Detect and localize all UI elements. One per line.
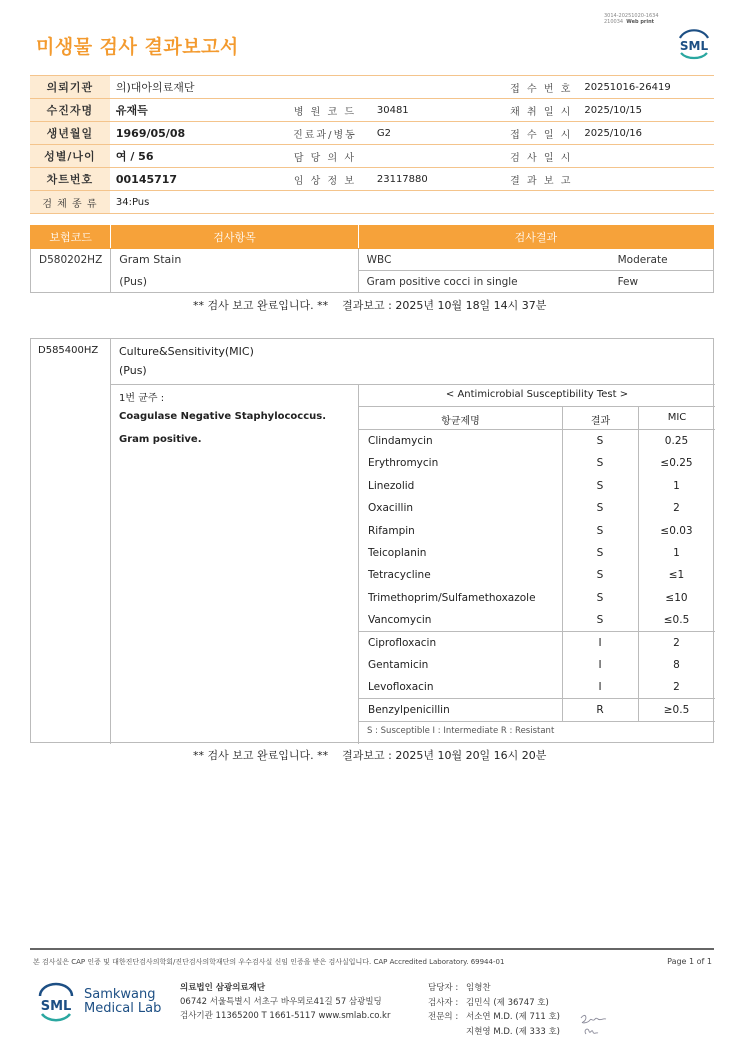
staff-row (428, 996, 560, 1011)
ast-mic: ≥0.5 (663, 703, 690, 716)
lab-info: 의료법인 삼광의료재단 06742 서울특별시 서초구 바우뫼로41길 57 삼광빌딩 검사기관 11365200 T 1661-5117 www.smlab.co.kr (180, 983, 391, 1021)
staff-row (428, 1025, 560, 1040)
staff-name: 서소연 M.D. (제 711 호) (466, 1012, 561, 1022)
info-label: 임 상 정 보 (279, 168, 371, 191)
ast-row (359, 609, 715, 632)
info-value: 1969/05/08 (110, 122, 279, 145)
sml-logo-icon (674, 25, 714, 61)
info-label: 채 취 일 시 (498, 99, 578, 122)
organism-name: Coagulase Negative Staphylococcus. (119, 411, 327, 422)
staff-role: 검사자 : (428, 997, 459, 1008)
ast-row (359, 632, 715, 655)
staff-list (428, 981, 560, 1039)
info-label: 생년월일 (30, 122, 110, 145)
info-value: 여 / 56 (110, 145, 279, 168)
info-value (371, 145, 498, 168)
ast-row (359, 542, 715, 565)
ast-result: S (596, 524, 604, 537)
ast-result: S (596, 457, 604, 470)
ast-result: S (596, 547, 604, 559)
info-label: 의뢰기관 (30, 76, 110, 99)
ast-result: S (596, 591, 604, 604)
ast-mic: 1 (673, 479, 680, 492)
ast-result: I (598, 681, 602, 694)
info-value: 30481 (371, 99, 498, 122)
culture-panel (30, 338, 714, 743)
ast-legend: S : Susceptible I : Intermediate R : Resistant (367, 726, 555, 736)
culture-code: D585400HZ (38, 345, 99, 356)
info-label: 차트번호 (30, 168, 110, 191)
ast-mic: ≤0.5 (663, 614, 690, 627)
ast-row (359, 564, 715, 587)
gram-report-status: ** 검사 보고 완료입니다. ** 결과보고 : 2025년 10월 18일 14시 37분 (193, 299, 547, 312)
ast-drug: Clindamycin (368, 435, 433, 447)
ast-header-result: 결과 (590, 416, 611, 427)
ast-drug: Trimethoprim/Sulfamethoxazole (368, 591, 536, 604)
info-value (371, 191, 498, 214)
ast-row (359, 452, 715, 475)
ast-row (359, 497, 715, 520)
ast-mic: ≤1 (668, 569, 685, 582)
ast-result: S (596, 614, 604, 627)
page-number: Page 1 of 1 (667, 957, 712, 966)
info-label: 성별/나이 (30, 145, 110, 168)
info-label: 접 수 일 시 (498, 122, 578, 145)
info-label: 수진자명 (30, 99, 110, 122)
page-title: 미생물 검사 결과보고서 (36, 36, 239, 58)
ast-title: < Antimicrobial Susceptibility Test > (445, 389, 629, 400)
info-value (578, 191, 714, 214)
gram-test-name: Gram Stain (111, 249, 358, 271)
ast-drug: Gentamicin (368, 659, 429, 671)
ast-drug: Linezolid (368, 479, 415, 492)
ast-drug: Ciprofloxacin (368, 636, 437, 649)
staff-name: 김민식 (제 36747 호) (466, 997, 549, 1008)
info-row (30, 191, 714, 214)
sml-brand-logo-icon (36, 980, 76, 1026)
ast-drug: Oxacillin (368, 502, 414, 515)
ast-drug: Rifampin (368, 524, 415, 537)
culture-specimen: (Pus) (119, 364, 147, 377)
info-row (30, 145, 714, 168)
brand-name: Samkwang Medical Lab (84, 987, 162, 1016)
ast-row (359, 676, 715, 699)
info-value: 2025/10/16 (578, 122, 714, 145)
header-insurance-code: 보험코드 (31, 226, 111, 249)
ast-mic: 2 (673, 502, 680, 515)
ast-mic: ≤0.25 (660, 457, 693, 470)
staff-role: 담당자 : (428, 983, 459, 993)
ast-drug: Erythromycin (368, 457, 439, 470)
info-value: 의)대아의료재단 (110, 76, 279, 99)
staff-row (428, 1010, 560, 1025)
strain-label: 1번 균주 : (119, 393, 165, 404)
info-value: 유재득 (110, 99, 279, 122)
ast-row (359, 430, 715, 453)
info-value: G2 (371, 122, 498, 145)
info-value: 2025/10/15 (578, 99, 714, 122)
gram-result-value: Moderate (610, 249, 714, 271)
svg-text:SML: SML (679, 39, 709, 53)
ast-mic: 1 (673, 547, 680, 559)
ast-header-mic: MIC (667, 412, 687, 423)
ast-drug: Teicoplanin (368, 547, 427, 559)
ast-result: I (598, 659, 602, 671)
info-row (30, 76, 714, 99)
ast-drug: Levofloxacin (368, 681, 434, 694)
ast-result: S (596, 479, 604, 492)
ast-drug: Tetracycline (368, 569, 431, 582)
document-code: 3014-20251020-1634 210034 Web print (604, 13, 659, 25)
gram-result-name: Gram positive cocci in single (358, 271, 609, 293)
ast-drug: Benzylpenicillin (368, 703, 450, 716)
ast-result: S (596, 502, 604, 515)
info-label: 검 사 일 시 (498, 145, 578, 168)
info-label: 진료과/병동 (279, 122, 371, 145)
info-value: 23117880 (371, 168, 498, 191)
info-value (578, 145, 714, 168)
info-value: 00145717 (110, 168, 279, 191)
gram-specimen: (Pus) (111, 271, 358, 293)
info-value: 20251016-26419 (578, 76, 714, 99)
staff-role: 전문의 : (428, 1012, 459, 1022)
info-label: 접 수 번 호 (498, 76, 578, 99)
ast-row (359, 475, 715, 498)
gram-result-name: WBC (358, 249, 609, 271)
staff-name: 지현영 M.D. (제 333 호) (466, 1026, 561, 1037)
svg-text:SML: SML (40, 999, 72, 1014)
gram-code: D580202HZ (31, 249, 111, 293)
info-label (279, 191, 371, 214)
organism-gram: Gram positive. (119, 434, 202, 445)
ast-row (359, 654, 715, 677)
signature-icon (578, 1008, 612, 1040)
ast-result: I (598, 636, 602, 649)
info-row (30, 168, 714, 191)
info-label: 담 당 의 사 (279, 145, 371, 168)
info-value: 34:Pus (110, 191, 279, 214)
info-value (578, 168, 714, 191)
patient-info-table (30, 75, 714, 214)
staff-row (428, 981, 560, 996)
info-label: 검 체 종 류 (30, 191, 110, 214)
ast-row (359, 587, 715, 610)
info-label (498, 191, 578, 214)
info-value (371, 76, 498, 99)
ast-mic: 2 (673, 636, 680, 649)
ast-mic: ≤10 (665, 591, 688, 604)
culture-report-status: ** 검사 보고 완료입니다. ** 결과보고 : 2025년 10월 20일 16시 20분 (193, 749, 547, 762)
ast-mic: ≤0.03 (660, 524, 693, 537)
footer-divider (30, 948, 714, 950)
ast-result: R (596, 703, 604, 716)
accreditation-note: 본 검사실은 CAP 인증 및 대한진단검사의학회/진단검사의학재단의 우수검사실 신임 인증을 받은 검사실입니다. CAP Accredited Laboratory. 69944-01 (33, 958, 505, 966)
ast-result: S (596, 435, 604, 447)
ast-row (359, 520, 715, 543)
header-test-item: 검사항목 (111, 226, 358, 249)
gram-stain-table (30, 225, 714, 293)
info-row (30, 122, 714, 145)
staff-name: 임형찬 (466, 983, 491, 993)
ast-header-drug: 항균제명 (441, 416, 480, 427)
info-label (279, 76, 371, 99)
ast-result: S (596, 569, 604, 582)
ast-mic: 8 (673, 659, 680, 671)
culture-test-name: Culture&Sensitivity(MIC) (119, 345, 254, 358)
info-row (30, 99, 714, 122)
ast-row (359, 699, 715, 722)
info-label: 병 원 코 드 (279, 99, 371, 122)
info-label: 결 과 보 고 (498, 168, 578, 191)
ast-mic: 0.25 (664, 435, 689, 447)
ast-mic: 2 (673, 681, 680, 694)
gram-result-value: Few (610, 271, 714, 293)
ast-drug: Vancomycin (368, 614, 432, 627)
header-test-result: 검사결과 (358, 226, 713, 249)
